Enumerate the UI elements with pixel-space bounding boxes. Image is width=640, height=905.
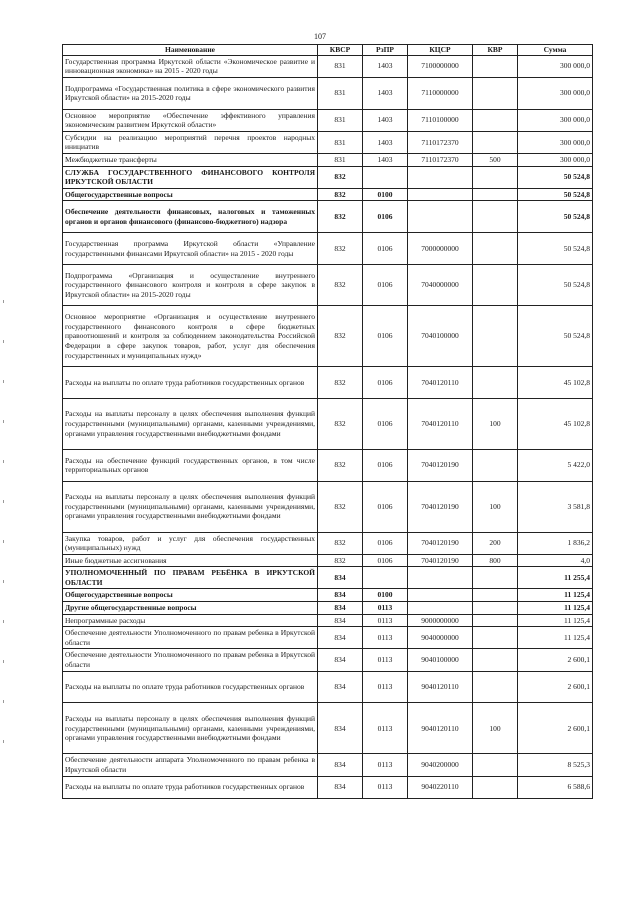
cell-kvsr: 832 xyxy=(318,366,363,398)
table-row xyxy=(63,602,593,615)
cell-kvsr: 832 xyxy=(318,264,363,305)
header-rzpr: РзПР xyxy=(363,45,408,56)
cell-kvr xyxy=(473,776,518,798)
cell-kvr xyxy=(473,233,518,265)
cell-rzpr: 0106 xyxy=(363,554,408,567)
cell-kvsr: 831 xyxy=(318,55,363,77)
cell-rzpr: 0106 xyxy=(363,481,408,532)
cell-kvr xyxy=(473,166,518,188)
cell-name: Субсидии на реализацию мероприятий перечня проектов народных инициатив xyxy=(63,131,318,153)
cell-kvr: 100 xyxy=(473,703,518,754)
cell-kvr xyxy=(473,602,518,615)
header-name: Наименование xyxy=(63,45,318,56)
table-row xyxy=(63,131,593,153)
cell-kcsr: 9040100000 xyxy=(408,649,473,671)
table-row xyxy=(63,567,593,589)
cell-sum: 6 588,6 xyxy=(518,776,593,798)
table-row xyxy=(63,703,593,754)
cell-kvsr: 831 xyxy=(318,77,363,109)
cell-sum: 1 836,2 xyxy=(518,532,593,554)
cell-kvsr: 831 xyxy=(318,109,363,131)
table-row xyxy=(63,166,593,188)
table-row xyxy=(63,264,593,305)
table-row xyxy=(63,77,593,109)
cell-rzpr: 0106 xyxy=(363,201,408,233)
header-kcsr: КЦСР xyxy=(408,45,473,56)
cell-kvsr: 832 xyxy=(318,554,363,567)
cell-rzpr: 0113 xyxy=(363,614,408,627)
cell-kvsr: 832 xyxy=(318,233,363,265)
table-body xyxy=(63,55,593,798)
cell-sum: 5 422,0 xyxy=(518,449,593,481)
cell-kvr xyxy=(473,754,518,776)
cell-name: Непрограммные расходы xyxy=(63,614,318,627)
cell-kvsr: 834 xyxy=(318,627,363,649)
cell-kvsr: 832 xyxy=(318,449,363,481)
cell-rzpr: 0106 xyxy=(363,366,408,398)
cell-sum: 50 524,8 xyxy=(518,201,593,233)
cell-kcsr: 7040120190 xyxy=(408,554,473,567)
cell-rzpr: 0113 xyxy=(363,776,408,798)
cell-kcsr: 7040120190 xyxy=(408,532,473,554)
scan-edge-marks xyxy=(3,300,7,800)
cell-name: Общегосударственные вопросы xyxy=(63,589,318,602)
cell-rzpr: 1403 xyxy=(363,55,408,77)
cell-sum: 45 102,8 xyxy=(518,366,593,398)
cell-sum: 300 000,0 xyxy=(518,77,593,109)
table-row xyxy=(63,153,593,166)
cell-kvr xyxy=(473,366,518,398)
cell-kvr xyxy=(473,109,518,131)
table-row xyxy=(63,614,593,627)
cell-name: Обеспечение деятельности Уполномоченного по правам ребенка в Иркутской области xyxy=(63,649,318,671)
cell-kvsr: 834 xyxy=(318,589,363,602)
cell-sum: 11 125,4 xyxy=(518,589,593,602)
cell-rzpr: 0113 xyxy=(363,602,408,615)
cell-name: Расходы на обеспечение функций государственных органов, в том числе территориальных органов xyxy=(63,449,318,481)
table-row xyxy=(63,532,593,554)
table-row xyxy=(63,649,593,671)
header-sum: Сумма xyxy=(518,45,593,56)
cell-name: Обеспечение деятельности аппарата Уполномоченного по правам ребенка в Иркутской области xyxy=(63,754,318,776)
cell-sum: 50 524,8 xyxy=(518,233,593,265)
table-row xyxy=(63,366,593,398)
table-row xyxy=(63,754,593,776)
cell-kcsr: 7040000000 xyxy=(408,264,473,305)
cell-kvsr: 832 xyxy=(318,306,363,367)
cell-kvsr: 834 xyxy=(318,703,363,754)
table-row xyxy=(63,449,593,481)
cell-rzpr: 1403 xyxy=(363,77,408,109)
cell-rzpr: 0100 xyxy=(363,589,408,602)
cell-name: Расходы на выплаты по оплате труда работников государственных органов xyxy=(63,671,318,703)
cell-sum: 300 000,0 xyxy=(518,109,593,131)
cell-kvsr: 832 xyxy=(318,398,363,449)
cell-sum: 11 255,4 xyxy=(518,567,593,589)
cell-kvr: 100 xyxy=(473,398,518,449)
cell-kcsr: 7040120110 xyxy=(408,366,473,398)
cell-rzpr: 0106 xyxy=(363,233,408,265)
cell-kcsr xyxy=(408,567,473,589)
cell-kvr: 800 xyxy=(473,554,518,567)
cell-kvsr: 834 xyxy=(318,754,363,776)
cell-name: Подпрограмма «Государственная политика в сфере экономического развития Иркутской области» на 2015-2020 годы xyxy=(63,77,318,109)
table-row xyxy=(63,671,593,703)
table-row xyxy=(63,201,593,233)
cell-kvsr: 834 xyxy=(318,602,363,615)
cell-sum: 300 000,0 xyxy=(518,55,593,77)
cell-sum: 300 000,0 xyxy=(518,153,593,166)
header-row xyxy=(63,45,593,56)
cell-rzpr: 0113 xyxy=(363,649,408,671)
cell-kvr xyxy=(473,671,518,703)
cell-name: Общегосударственные вопросы xyxy=(63,188,318,201)
cell-name: Иные бюджетные ассигнования xyxy=(63,554,318,567)
cell-kvsr: 832 xyxy=(318,532,363,554)
cell-kcsr xyxy=(408,188,473,201)
cell-rzpr: 1403 xyxy=(363,131,408,153)
cell-kcsr: 7040120190 xyxy=(408,449,473,481)
cell-kcsr: 9040220110 xyxy=(408,776,473,798)
cell-kvr xyxy=(473,589,518,602)
cell-rzpr: 0106 xyxy=(363,306,408,367)
cell-name: Другие общегосударственные вопросы xyxy=(63,602,318,615)
table-row xyxy=(63,398,593,449)
cell-kvsr: 834 xyxy=(318,614,363,627)
cell-kvr: 500 xyxy=(473,153,518,166)
cell-kvr xyxy=(473,614,518,627)
header-kvsr: КВСР xyxy=(318,45,363,56)
cell-kvsr: 832 xyxy=(318,166,363,188)
cell-sum: 11 125,4 xyxy=(518,614,593,627)
cell-sum: 11 125,4 xyxy=(518,602,593,615)
cell-name: Подпрограмма «Организация и осуществление внутреннего государственного финансового контроля и контроля в сфере закупок в Иркутской области» на 2015-2020 годы xyxy=(63,264,318,305)
cell-sum: 50 524,8 xyxy=(518,188,593,201)
cell-sum: 3 581,8 xyxy=(518,481,593,532)
cell-sum: 11 125,4 xyxy=(518,627,593,649)
cell-kvr xyxy=(473,264,518,305)
table-row xyxy=(63,589,593,602)
cell-kvsr: 832 xyxy=(318,188,363,201)
cell-kcsr: 7110172370 xyxy=(408,131,473,153)
cell-name: Расходы на выплаты по оплате труда работников государственных органов xyxy=(63,366,318,398)
cell-kcsr: 7110100000 xyxy=(408,109,473,131)
cell-name: СЛУЖБА ГОСУДАРСТВЕННОГО ФИНАНСОВОГО КОНТРОЛЯ ИРКУТСКОЙ ОБЛАСТИ xyxy=(63,166,318,188)
cell-sum: 50 524,8 xyxy=(518,306,593,367)
cell-kvr: 200 xyxy=(473,532,518,554)
cell-rzpr: 0113 xyxy=(363,627,408,649)
table-row xyxy=(63,306,593,367)
cell-kcsr: 7040100000 xyxy=(408,306,473,367)
cell-sum: 45 102,8 xyxy=(518,398,593,449)
cell-rzpr: 0113 xyxy=(363,671,408,703)
cell-sum: 8 525,3 xyxy=(518,754,593,776)
header-kvr: КВР xyxy=(473,45,518,56)
cell-kcsr: 7040120190 xyxy=(408,481,473,532)
cell-kvr xyxy=(473,627,518,649)
cell-kvsr: 834 xyxy=(318,649,363,671)
cell-rzpr: 0100 xyxy=(363,188,408,201)
cell-kvr xyxy=(473,449,518,481)
cell-sum: 2 600,1 xyxy=(518,649,593,671)
cell-kvsr: 832 xyxy=(318,481,363,532)
cell-name: УПОЛНОМОЧЕННЫЙ ПО ПРАВАМ РЕБЁНКА В ИРКУТСКОЙ ОБЛАСТИ xyxy=(63,567,318,589)
cell-kcsr: 9000000000 xyxy=(408,614,473,627)
cell-sum: 50 524,8 xyxy=(518,166,593,188)
cell-rzpr: 0106 xyxy=(363,398,408,449)
cell-sum: 2 600,1 xyxy=(518,703,593,754)
cell-kcsr xyxy=(408,602,473,615)
cell-rzpr xyxy=(363,166,408,188)
cell-kvr xyxy=(473,131,518,153)
page-number: 107 xyxy=(314,32,326,41)
cell-kvr: 100 xyxy=(473,481,518,532)
cell-kcsr: 7040120110 xyxy=(408,398,473,449)
cell-rzpr: 0113 xyxy=(363,703,408,754)
cell-name: Основное мероприятие «Обеспечение эффективного управления экономическим развитием Иркутской области» xyxy=(63,109,318,131)
cell-rzpr: 0106 xyxy=(363,264,408,305)
cell-kvr xyxy=(473,188,518,201)
cell-kcsr: 7110172370 xyxy=(408,153,473,166)
cell-kcsr: 9040200000 xyxy=(408,754,473,776)
cell-kcsr: 9040120110 xyxy=(408,671,473,703)
cell-sum: 2 600,1 xyxy=(518,671,593,703)
cell-kvr xyxy=(473,306,518,367)
cell-name: Расходы на выплаты персоналу в целях обеспечения выполнения функций государственными (муниципальными) органами, казенными учреждениями, органами управления государственными внебюджетными фондами xyxy=(63,398,318,449)
cell-kcsr: 9040000000 xyxy=(408,627,473,649)
cell-sum: 300 000,0 xyxy=(518,131,593,153)
table-row xyxy=(63,627,593,649)
cell-name: Обеспечение деятельности Уполномоченного по правам ребенка в Иркутской области xyxy=(63,627,318,649)
cell-kvsr: 834 xyxy=(318,671,363,703)
cell-kcsr xyxy=(408,201,473,233)
cell-kcsr: 9040120110 xyxy=(408,703,473,754)
cell-kvsr: 834 xyxy=(318,567,363,589)
budget-table xyxy=(62,44,593,799)
table-row xyxy=(63,109,593,131)
cell-rzpr: 1403 xyxy=(363,109,408,131)
cell-kvsr: 831 xyxy=(318,153,363,166)
table-row xyxy=(63,55,593,77)
cell-name: Государственная программа Иркутской области «Экономическое развитие и инновационная экономика» на 2015 - 2020 годы xyxy=(63,55,318,77)
table-row xyxy=(63,776,593,798)
cell-name: Государственная программа Иркутской области «Управление государственными финансами Иркутской области» на 2015 - 2020 годы xyxy=(63,233,318,265)
cell-kvr xyxy=(473,77,518,109)
table-row xyxy=(63,481,593,532)
cell-kcsr: 7110000000 xyxy=(408,77,473,109)
cell-name: Закупка товаров, работ и услуг для обеспечения государственных (муниципальных) нужд xyxy=(63,532,318,554)
cell-kvsr: 832 xyxy=(318,201,363,233)
table-row xyxy=(63,554,593,567)
cell-kvr xyxy=(473,55,518,77)
cell-kvsr: 834 xyxy=(318,776,363,798)
cell-name: Расходы на выплаты персоналу в целях обеспечения выполнения функций государственными (муниципальными) органами, казенными учреждениями, органами управления государственными внебюджетными фондами xyxy=(63,703,318,754)
cell-kvr xyxy=(473,201,518,233)
cell-rzpr xyxy=(363,567,408,589)
cell-rzpr: 1403 xyxy=(363,153,408,166)
cell-name: Расходы на выплаты по оплате труда работников государственных органов xyxy=(63,776,318,798)
table-row xyxy=(63,188,593,201)
table-header xyxy=(63,45,593,56)
cell-sum: 50 524,8 xyxy=(518,264,593,305)
cell-kcsr: 7000000000 xyxy=(408,233,473,265)
cell-name: Расходы на выплаты персоналу в целях обеспечения выполнения функций государственными (муниципальными) органами, казенными учреждениями, органами управления государственными внебюджетными фондами xyxy=(63,481,318,532)
cell-kvr xyxy=(473,567,518,589)
cell-kvsr: 831 xyxy=(318,131,363,153)
cell-kvr xyxy=(473,649,518,671)
cell-rzpr: 0106 xyxy=(363,532,408,554)
cell-kcsr xyxy=(408,589,473,602)
cell-name: Обеспечение деятельности финансовых, налоговых и таможенных органов и органов финансового (финансово-бюджетного) надзора xyxy=(63,201,318,233)
cell-rzpr: 0106 xyxy=(363,449,408,481)
cell-kcsr xyxy=(408,166,473,188)
cell-kcsr: 7100000000 xyxy=(408,55,473,77)
cell-name: Межбюджетные трансферты xyxy=(63,153,318,166)
table-row xyxy=(63,233,593,265)
cell-rzpr: 0113 xyxy=(363,754,408,776)
cell-sum: 4,0 xyxy=(518,554,593,567)
cell-name: Основное мероприятие «Организация и осуществление внутреннего государственного финансового контроля в сфере бюджетных правоотношений и контроля за соблюдением законодательства Российской Федерации в сфере закупок товаров, работ, услуг для обеспечения государственных и муниципальных нужд» xyxy=(63,306,318,367)
